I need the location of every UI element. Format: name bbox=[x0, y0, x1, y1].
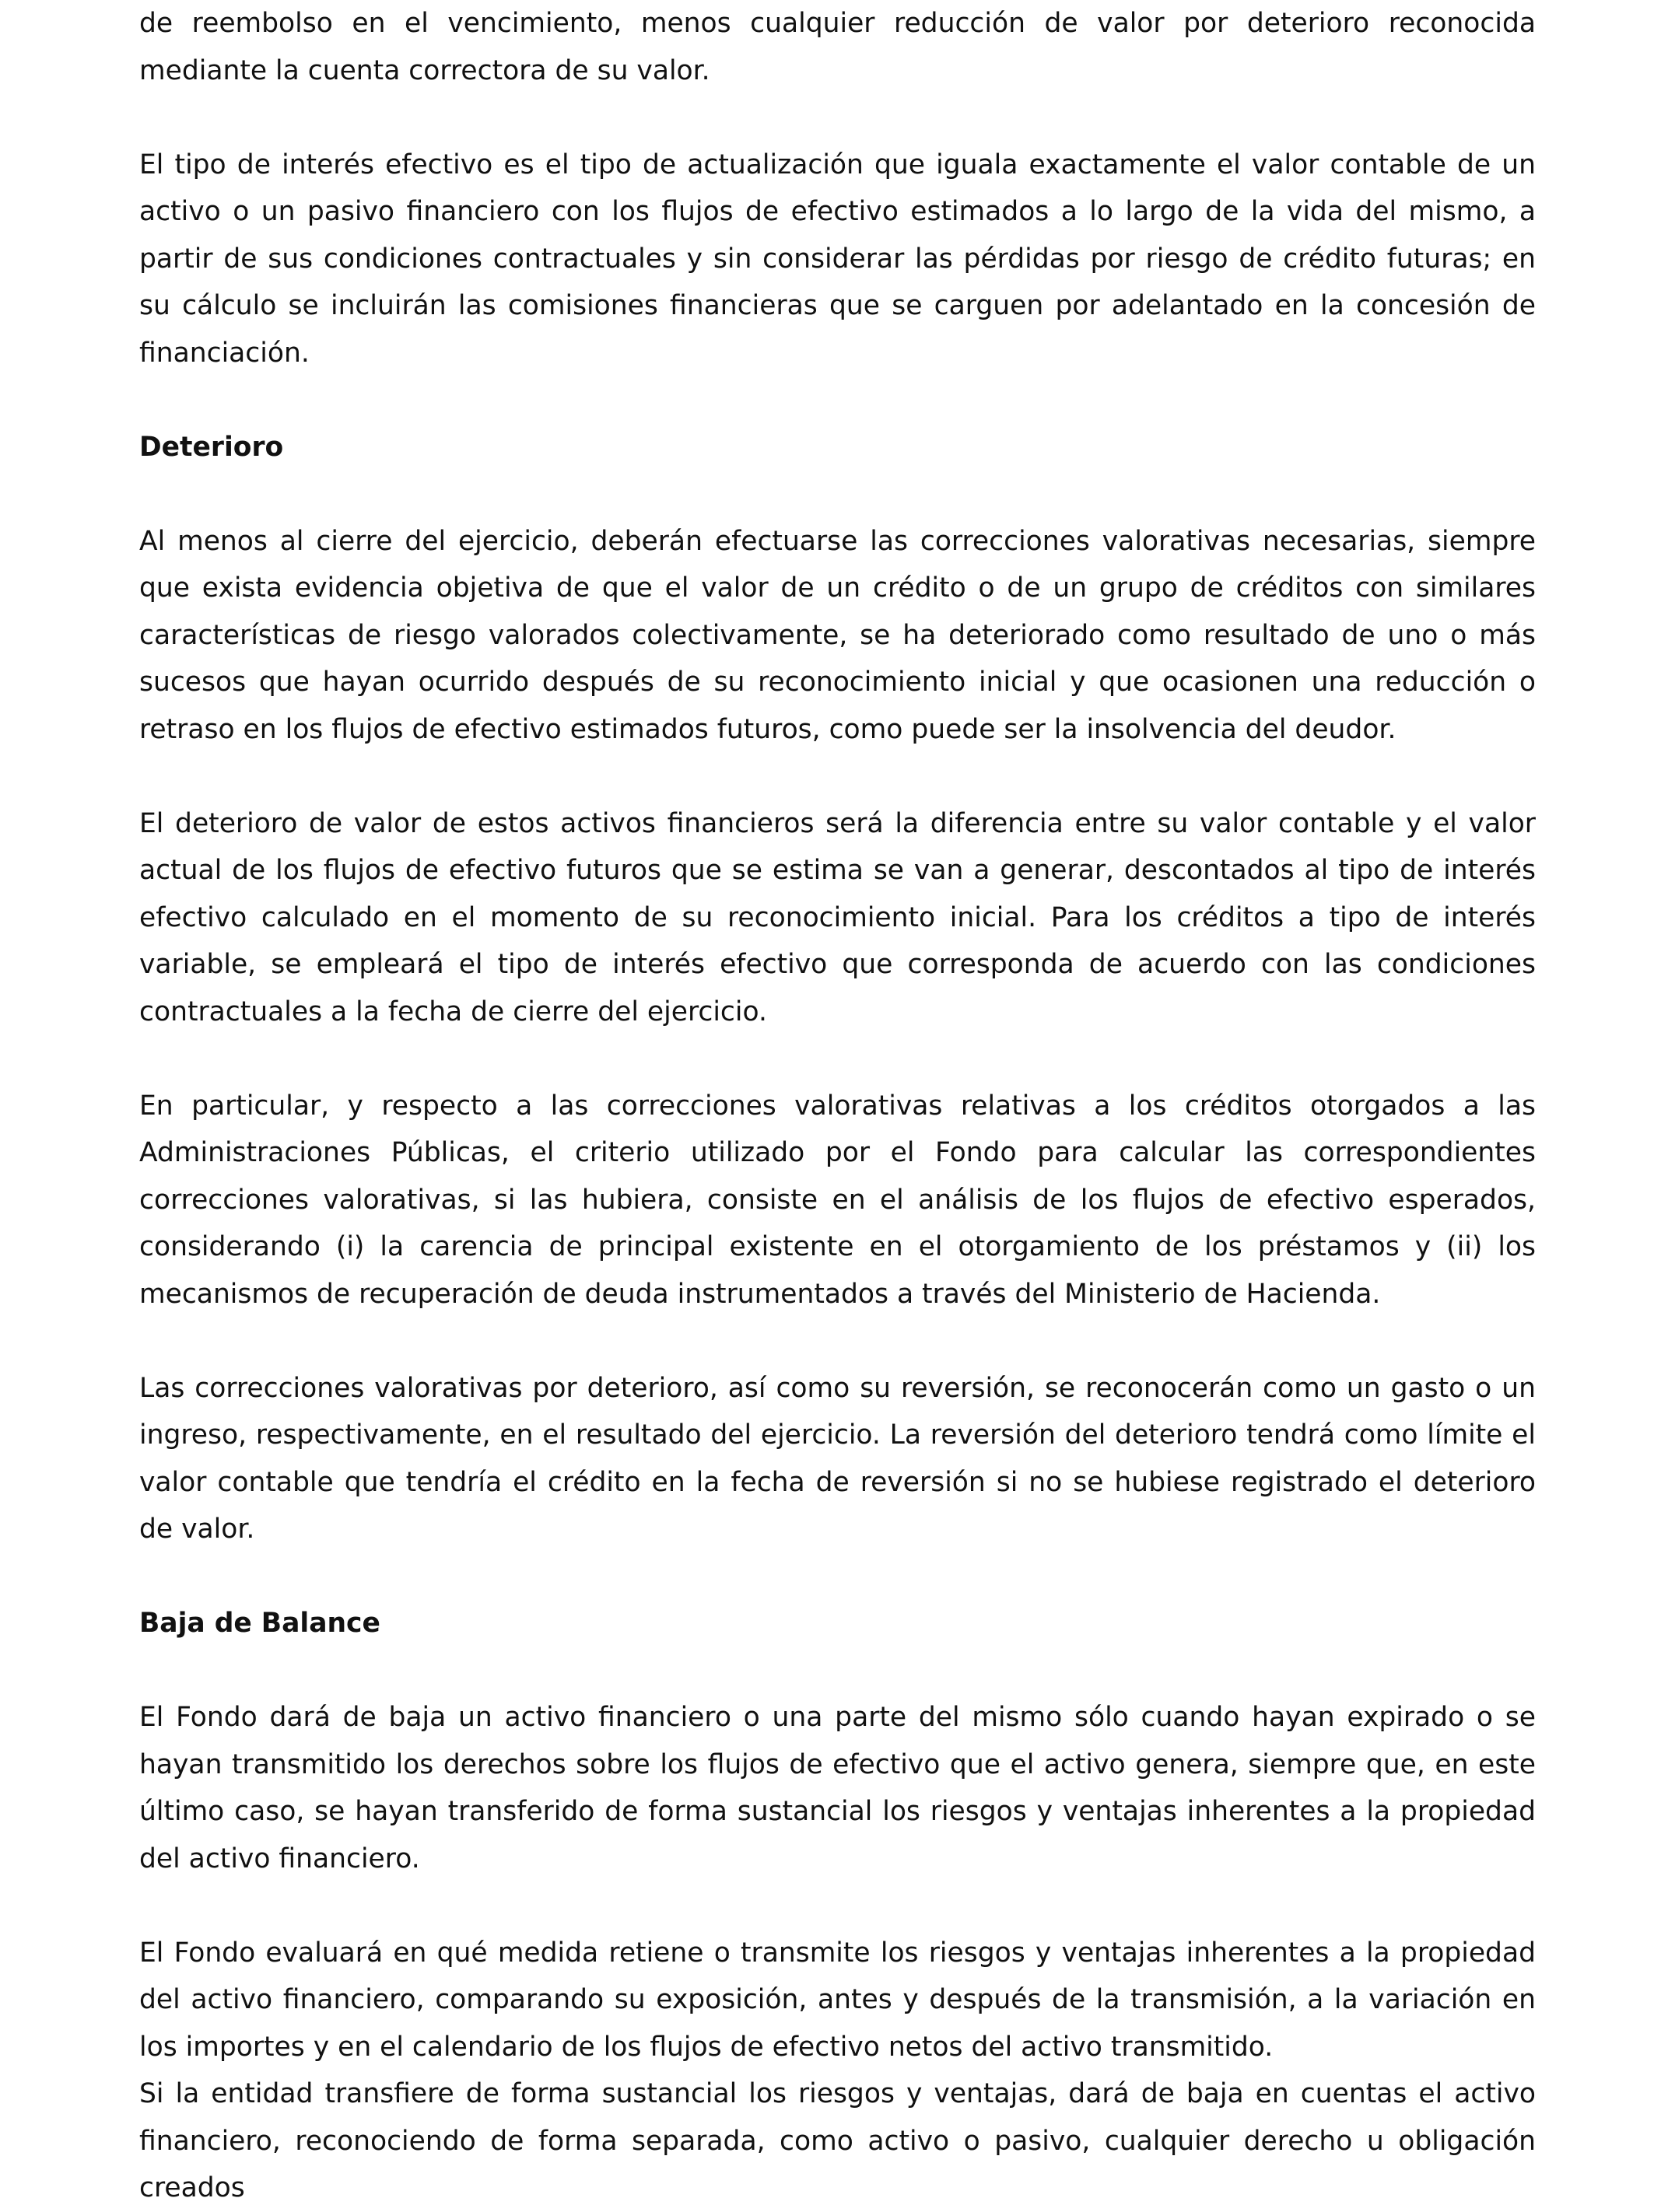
spacer bbox=[139, 94, 1536, 142]
section-heading-baja-de-balance: Baja de Balance bbox=[139, 1608, 380, 1639]
spacer bbox=[139, 471, 1536, 518]
paragraph-amortized-cost-end: de reembolso en el vencimiento, menos cualquier reducción de valor por deterioro reconocida mediante la cuenta correctora de su valor. bbox=[139, 8, 1536, 86]
spacer bbox=[139, 376, 1536, 424]
paragraph-impairment-reversal: Las correcciones valorativas por deterioro, así como su reversión, se reconocerán como un gasto o un ingreso, respectivamente, en el resultado del ejercicio. La reversión del deterioro tendrá como límite el valor contable que tendría el crédito en la fecha de reversión si no se hubiese registrado el deterioro de valor. bbox=[139, 1372, 1536, 1545]
spacer bbox=[139, 1882, 1536, 1930]
spacer bbox=[139, 1647, 1536, 1695]
paragraph-risk-evaluation: El Fondo evaluará en qué medida retiene o transmite los riesgos y ventajas inherentes a la propiedad del activo financiero, comparando su exposición, antes y después de la transmisión, a la variación en los importes y en el calendario de los flujos de efectivo netos del activo transmitido. bbox=[139, 1937, 1536, 2063]
paragraph-substantial-transfer: Si la entidad transfiere de forma sustancial los riesgos y ventajas, dará de baja en cuentas el activo financiero, reconociendo de forma separada, como activo o pasivo, cualquier derecho u obligación creados bbox=[139, 2078, 1536, 2203]
paragraph-impairment-evidence: Al menos al cierre del ejercicio, deberán efectuarse las correcciones valorativas necesarias, siempre que exista evidencia objetiva de que el valor de un crédito o de un grupo de créditos con similares características de riesgo valorados colectivamente, se ha deteriorado como resultado de uno o más sucesos que hayan ocurrido después de su reconocimiento inicial y que ocasionen una reducción o retraso en los flujos de efectivo estimados futuros, como puede ser la insolvencia del deudor. bbox=[139, 525, 1536, 745]
paragraph-impairment-measurement: El deterioro de valor de estos activos financieros será la diferencia entre su valor contable y el valor actual de los flujos de efectivo futuros que se estima se van a generar, descontados al tipo de interés efectivo calculado en el momento de su reconocimiento inicial. Para los créditos a tipo de interés variable, se empleará el tipo de interés efectivo que corresponda de acuerdo con las condiciones contractuales a la fecha de cierre del ejercicio. bbox=[139, 807, 1536, 1027]
paragraph-derecognition: El Fondo dará de baja un activo financiero o una parte del mismo sólo cuando hayan expirado o se hayan transmitido los derechos sobre los flujos de efectivo que el activo genera, siempre que, en este último caso, se hayan transferido de forma sustancial los riesgos y ventajas inherentes a la propiedad del activo financiero. bbox=[139, 1702, 1536, 1874]
paragraph-effective-interest-rate: El tipo de interés efectivo es el tipo de actualización que iguala exactamente el valor contable de un activo o un pasivo financiero con los flujos de efectivo estimados a lo largo de la vida del mismo, a partir de sus condiciones contractuales y sin considerar las pérdidas por riesgo de crédito futuras; en su cálculo se incluirán las comisiones financieras que se carguen por adelantado en la concesión de financiación. bbox=[139, 149, 1536, 369]
paragraph-public-administrations: En particular, y respecto a las correcciones valorativas relativas a los créditos otorgados a las Administraciones Públicas, el criterio utilizado por el Fondo para calcular las correspondientes correcciones valorativas, si las hubiera, consiste en el análisis de los flujos de efectivo esperados, considerando (i) la carencia de principal existente en el otorgamiento de los préstamos y (ii) los mecanismos de recuperación de deuda instrumentados a través del Ministerio de Hacienda. bbox=[139, 1090, 1536, 1310]
section-heading-deterioro: Deterioro bbox=[139, 431, 284, 463]
spacer bbox=[139, 753, 1536, 800]
document-page bbox=[139, 0, 1536, 2212]
spacer bbox=[139, 1035, 1536, 1083]
spacer bbox=[139, 1318, 1536, 1365]
spacer bbox=[139, 1553, 1536, 1601]
